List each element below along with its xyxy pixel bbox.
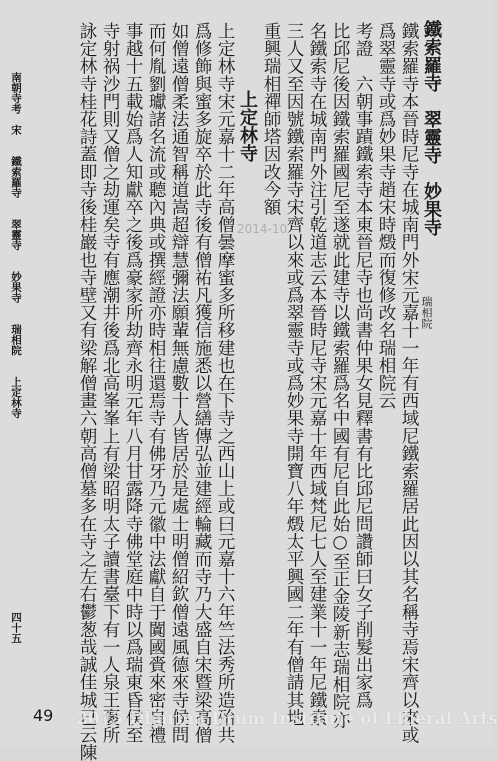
text-column-9: 上定林寺宋元嘉十二年高僧曇摩蜜多所移建也在下寺之西山上或曰元嘉十六年竺法秀所造殆共 xyxy=(215,22,235,744)
folio-number: 四十五 xyxy=(10,612,22,644)
text-column-7: 重興瑞相禪師塔因改今額 xyxy=(261,22,281,216)
text-column-3: 考證 六朝事蹟鐵索寺本東晉尼寺也尚書仲果女見釋書有比邱尼問讚師曰女子削髮出家爲 xyxy=(353,22,373,709)
text-column-2: 爲翠靈寺或爲妙果寺趙宋時燬而復修改名瑞相院云 xyxy=(376,22,396,410)
text-column-10: 爲修飾與蜜多旋卒於此寺後有僧祐凡獲信施悉以營繕傳弘並建經輪藏而寺乃大盛自宋暨梁高僧 xyxy=(192,22,212,744)
watermark: 2015 Dharma Drum Institute of Liberal Arts xyxy=(76,709,498,729)
scan-stamp: 2014-10 xyxy=(237,222,288,236)
page-subtitle: 瑞相院 xyxy=(420,296,433,329)
text-column-12: 而何胤劉瓛諸名流或聽內典或撰經證亦時相往還焉寺有佛牙乃元徽中法獻自于闐國賫來密自禮 xyxy=(146,22,166,744)
page-number: 49 xyxy=(33,706,54,725)
margin-running-title: 南朝寺考 宋 鐵索羅寺 翠靈寺 妙果寺 瑞相院 上定林寺 xyxy=(10,72,22,419)
text-column-5: 名鐵索寺在城南門外注引乾道志云本晉時尼寺宋元嘉十年西域梵尼七人至建業十一年尼鐵索 xyxy=(307,22,327,726)
text-column-15: 詠定林寺桂花詩蓋即寺後桂巖也寺壁又有梁解僧畫六朝高僧墓多在寺之左右鬱葱哉誠佳城已云陳 xyxy=(77,22,97,761)
page-title: 鐵索羅寺 翠靈寺 妙果寺 xyxy=(421,20,442,236)
text-column-13: 事越十五載始爲人知獻卒之後爲豪家所劫齊永明元年八月甘露降寺佛堂庭中時以爲瑞東昏侯至 xyxy=(123,22,143,744)
section-heading-shangdinglin: 上定林寺 xyxy=(237,90,258,162)
text-column-14: 寺射祸沙門則又僧之劫運矣寺有應潮井後爲北高峯峯上有梁昭明太子讀書臺下有一人泉王褒所 xyxy=(100,22,120,744)
text-column-6: 三人又至因號鐵索羅寺宋齊以來或爲翠靈寺或爲妙果寺開寶八年燬太平興國二年有僧請其地 xyxy=(284,22,304,726)
text-column-1: 鐵索羅寺本晉時尼寺在城南門外宋元嘉十一年有西域尼鐵索羅居此因以其名稱寺焉宋齊以來或 xyxy=(399,22,419,744)
text-column-11: 如僧遠僧柔法通智稱道嵩超辯慧彌法願輩無慮數十人皆居於是處士明僧紹欽僧遠風德來寺候問 xyxy=(169,22,189,744)
text-column-4: 比邱尼後因鐵索羅國尼至遂就此建寺以鐵索羅爲名中國有尼自此始○至正金陵新志瑞相院亦 xyxy=(330,22,350,729)
